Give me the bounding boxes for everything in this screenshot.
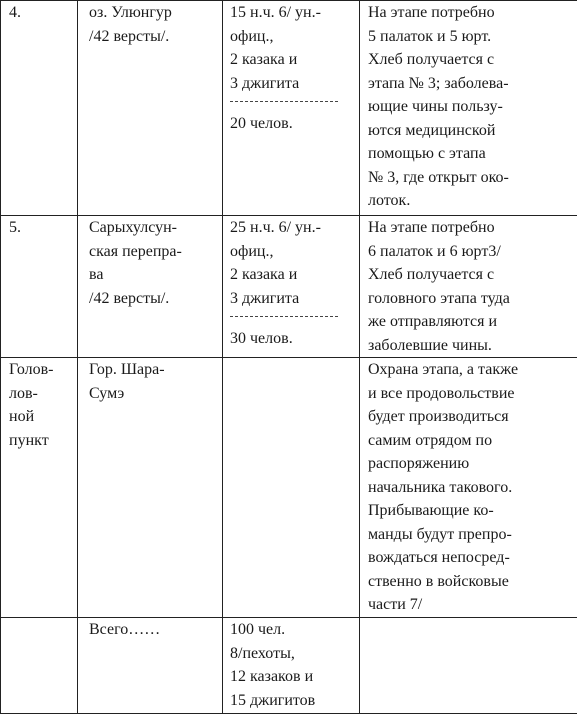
cell-line: Голов-: [9, 361, 54, 378]
cell-line: заболевшие чины.: [368, 336, 492, 354]
cell-line: ва: [89, 266, 104, 283]
cell-line: будет производиться: [368, 408, 509, 425]
stage-place-cell: [78, 618, 223, 714]
stage-number-cell: [1, 358, 78, 618]
cell-line: 4.: [9, 4, 21, 21]
table-row: [1, 358, 577, 618]
cell-line: распоряжению: [368, 455, 470, 472]
cell-line: Всего……: [89, 621, 161, 638]
cell-line: самим отрядом по: [368, 431, 493, 449]
cell-line: 3 джигита: [230, 289, 300, 307]
cell-line: пункт: [9, 431, 49, 449]
cell-line: же отправляются и: [368, 313, 498, 330]
dashed-divider: [230, 101, 338, 102]
dashed-divider: [230, 316, 338, 317]
stage-crew-cell: [223, 358, 360, 618]
table-row: [1, 216, 577, 358]
cell-line: Сумэ: [89, 384, 125, 402]
stage-crew-cell: [223, 618, 360, 714]
stage-number-cell: [1, 216, 78, 358]
cell-line: На этапе потребно: [368, 4, 495, 21]
stage-number-cell: [1, 1, 78, 216]
cell-line: ская перепра-: [89, 242, 182, 260]
cell-line: Охрана этапа, а также: [368, 361, 519, 378]
cell-line: ной: [9, 408, 35, 425]
cell-line: Хлеб получается с: [368, 266, 495, 283]
stage-crew-cell: [223, 1, 360, 216]
cell-line: 3 джигита: [230, 74, 300, 92]
cell-line: 2 казака и: [230, 266, 298, 283]
cell-line: /42 версты/.: [89, 289, 170, 307]
cell-line: манды будут препро-: [368, 525, 512, 543]
cell-line: Сарыхулсун-: [89, 219, 177, 236]
crew-total: 20 челов.: [230, 115, 293, 132]
cell-line: Гор. Шара-: [89, 361, 165, 378]
crew-total: 30 челов.: [230, 330, 293, 347]
cell-line: вождаться непосред-: [368, 549, 510, 566]
cell-line: 100 чел.: [230, 621, 286, 638]
cell-line: лов-: [9, 384, 38, 402]
stage-place-cell: [78, 216, 223, 358]
cell-line: /42 версты/.: [89, 27, 170, 45]
cell-line: офиц.,: [230, 242, 274, 260]
cell-line: ственно в войсковые: [368, 572, 509, 590]
cell-line: 2 казака и: [230, 51, 298, 68]
stage-crew-cell: [223, 216, 360, 358]
cell-line: 15 н.ч. 6/ ун.-: [230, 4, 321, 21]
cell-line: 5.: [9, 219, 21, 236]
cell-line: ются медицинской: [368, 121, 496, 139]
table-row: [1, 1, 577, 216]
cell-line: лоток.: [368, 192, 411, 209]
cell-line: 6 палаток и 6 юрт3/: [368, 242, 501, 260]
stage-place-cell: [78, 1, 223, 216]
table-row: [1, 618, 577, 714]
cell-line: 5 палаток и 5 юрт.: [368, 27, 492, 45]
cell-line: головного этапа туда: [368, 289, 510, 307]
cell-line: № 3, где открыт око-: [368, 168, 509, 186]
cell-line: 15 джигитов: [230, 691, 316, 709]
cell-line: 8/пехоты,: [230, 644, 295, 662]
cell-line: ющие чины пользу-: [368, 98, 503, 115]
cell-line: помощью с этапа: [368, 145, 486, 162]
stage-notes-cell: [360, 1, 577, 216]
cell-line: Хлеб получается с: [368, 51, 495, 68]
stage-place-cell: [78, 358, 223, 618]
cell-line: 25 н.ч. 6/ ун.-: [230, 219, 321, 236]
cell-line: начальника такового.: [368, 478, 513, 496]
cell-line: этапа № 3; заболева-: [368, 74, 509, 92]
cell-line: Прибывающие ко-: [368, 502, 494, 519]
stage-number-cell: [1, 618, 78, 714]
cell-line: оз. Улюнгур: [89, 4, 172, 21]
stage-notes-cell: [360, 618, 577, 714]
cell-line: На этапе потребно: [368, 219, 495, 236]
stage-notes-cell: [360, 358, 577, 618]
cell-line: и все продовольствие: [368, 384, 515, 402]
cell-line: части 7/: [368, 596, 423, 613]
cell-line: офиц.,: [230, 27, 274, 45]
stage-notes-cell: [360, 216, 577, 358]
cell-line: 12 казаков и: [230, 668, 314, 685]
